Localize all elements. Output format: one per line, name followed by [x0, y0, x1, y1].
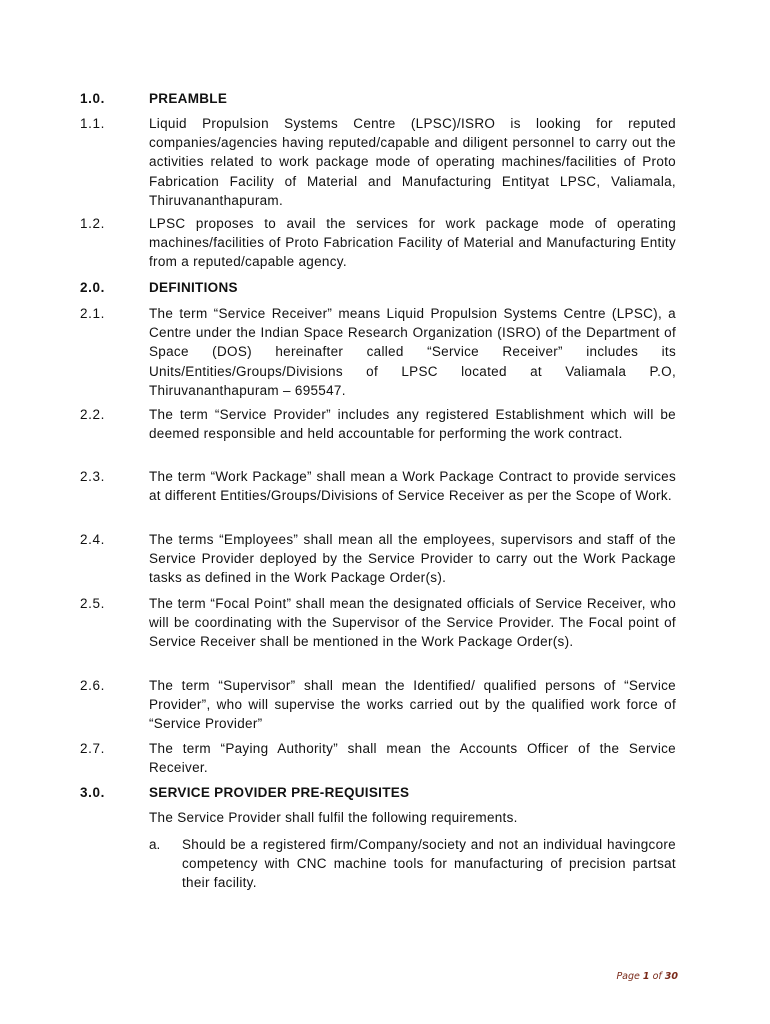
clause-text: The term “Focal Point” shall mean the designated officials of Service Receiver, who will be coordinating with the Supervisor of the Service Provider. The Focal point of Service Receiver shall be mentioned in the Work Package Order(s). [149, 596, 676, 650]
page-number: 1 [642, 971, 650, 982]
clause-number: 1.2. [80, 216, 105, 231]
clause-text: The term “Paying Authority” shall mean the Accounts Officer of the Service Receiver. [149, 741, 676, 776]
clause-text: The term “Service Receiver” means Liquid Propulsion Systems Centre (LPSC), a Centre under the Indian Space Research Organization (ISRO) of the Department of Space (DOS) hereinafter called “Service Receiver” includes its Units/Entities/Groups/Divisions of LPSC located at Valiamala P.O, Thiruvananthapuram – 695547. [149, 306, 676, 398]
clause-number: 2.7. [80, 741, 105, 756]
of-word: of [652, 971, 662, 982]
clause-number: 2.1. [80, 306, 105, 321]
clause-text: The terms “Employees” shall mean all the employees, supervisors and staff of the Service Provider deployed by the Service Provider to carry out the Work Package tasks as defined in the Work Package Order(s). [149, 532, 676, 586]
section-title: SERVICE PROVIDER PRE-REQUISITES [149, 785, 410, 800]
page-footer [616, 971, 678, 982]
clause-text: The term “Service Provider” includes any registered Establishment which will be deemed responsible and held accountable for performing the work contract. [149, 407, 676, 442]
clause-text: LPSC proposes to avail the services for work package mode of operating machines/facilities of Proto Fabrication Facility of Material and Manufacturing Entity from a reputed/capable agency. [149, 216, 676, 270]
clause-number: 2.3. [80, 469, 105, 484]
prereq-intro: The Service Provider shall fulfil the following requirements. [149, 810, 518, 825]
clause-number: 2.5. [80, 596, 105, 611]
clause-text: The term “Work Package” shall mean a Work Package Contract to provide services at different Entities/Groups/Divisions of Service Receiver as per the Scope of Work. [149, 469, 676, 504]
section-number: 1.0. [80, 91, 105, 106]
clause-number: 1.1. [80, 116, 105, 131]
clause-number: 2.2. [80, 407, 105, 422]
clause-text: The term “Supervisor” shall mean the Identified/ qualified persons of “Service Provider”, who will supervise the works carried out by the qualified work force of “Service Provider” [149, 678, 676, 732]
section-number: 3.0. [80, 785, 105, 800]
item-text: Should be a registered firm/Company/society and not an individual havingcore competency with CNC machine tools for manufacturing of precision partsat their facility. [182, 837, 676, 891]
section-title: PREAMBLE [149, 91, 228, 106]
item-letter: a. [149, 837, 161, 852]
clause-number: 2.4. [80, 532, 105, 547]
clause-number: 2.6. [80, 678, 105, 693]
section-title: DEFINITIONS [149, 280, 238, 295]
clause-text: Liquid Propulsion Systems Centre (LPSC)/ISRO is looking for reputed companies/agencies having reputed/capable and diligent personnel to carry out the activities related to work package mode of operating machines/facilities of Proto Fabrication Facility of Material and Manufacturing Entityat LPSC, Valiamala, Thiruvananthapuram. [149, 116, 676, 208]
total-pages: 30 [664, 971, 678, 982]
section-number: 2.0. [80, 280, 105, 295]
page-word: Page [616, 971, 640, 982]
